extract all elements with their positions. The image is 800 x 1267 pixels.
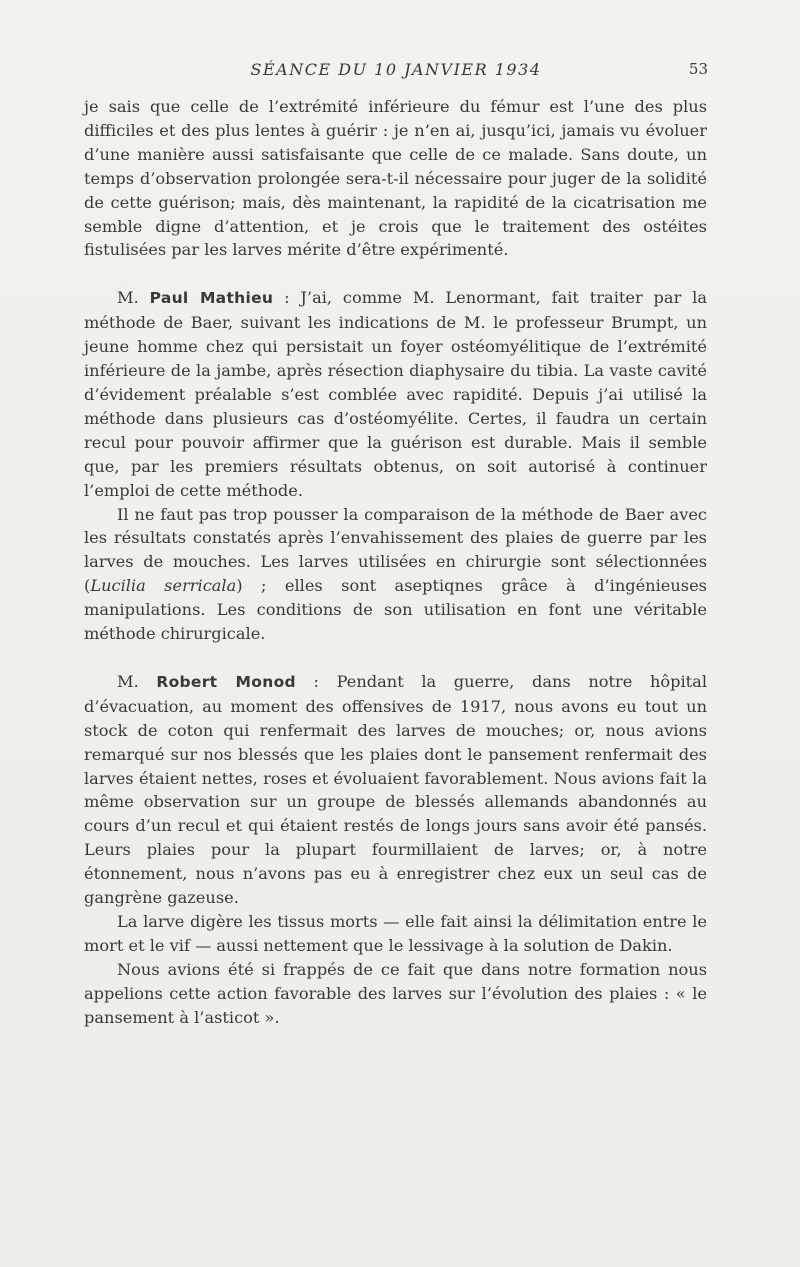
paragraph-mathieu xyxy=(84,286,707,502)
paragraph-text: : J’ai, comme M. Lenormant, fait traiter par la méthode de Baer, suivant les indications de M. le professeur Brumpt, un jeune homme chez qui persistait un foyer ostéomyélitique de l’extrémité inférieure de la jambe, après résection diaphysaire du tibia. La vaste cavité d’évidement préalable s’est comblée avec rapidité. Depuis j’ai utilisé la méthode dans plusieurs cas d’ostéomyélite. Certes, il faudra un certain recul pour pouvoir affirmer que la guérison est durable. Mais il semble que, par les premiers résultats obtenus, on soit autorisé à continuer l’emploi de cette méthode. xyxy=(84,288,708,500)
paragraph-text: Il ne faut pas trop pousser la comparaison de la méthode de Baer avec les résultats constatés après l’envahissement des plaies de guerre par les larves de mouches. Les larves utilisées en chirurgie sont sélectionnées ( xyxy=(84,504,707,596)
speaker-name: Robert Monod xyxy=(156,672,296,691)
paragraph-monod xyxy=(84,670,707,910)
paragraph-text: : Pendant la guerre, dans notre hôpital d’évacuation, au moment des offensives de 1917, nous avons eu tout un stock de coton qui renfermait des larves de mouches; or, nous avions remarqué sur nos blessés que les plaies dont le pansement renfermait des larves étaient nettes, roses et évoluaient favorablement. Nous avions fait la même observation sur un groupe de blessés allemands abandonnés au cours d’un recul et qui étaient restés de longs jours sans avoir été pansés. Leurs plaies pour la plupart fourmillaient de larves; or, à notre étonnement, nous n’avons pas eu à enregistrer chez eux un seul cas de gangrène gazeuse. xyxy=(84,671,708,908)
speaker-prefix: M. xyxy=(117,288,150,308)
speaker-name: Paul Mathieu xyxy=(149,289,274,308)
paragraph-asticot: Nous avions été si frappés de ce fait que dans notre formation nous appelions cette action favorable des larves sur l’évolution des plaies : « le pansement à l’asticot ». xyxy=(84,959,707,1027)
running-title: SÉANCE DU 10 JANVIER 1934 xyxy=(250,60,542,79)
page-number: 53 xyxy=(688,60,708,78)
paragraph-continuation: je sais que celle de l’extrémité inférieure du fémur est l’une des plus difficiles et des plus lentes à guérir : je n’en ai, jusqu’ici, jamais vu évoluer d’une manière aussi satisfaisante que celle de ce malade. Sans doute, un temps d’observation prolongée sera-t-il nécessaire pour juger de la solidité de cette guérison; mais, dès maintenant, la rapidité de la cicatrisation me semble digne d’attention, et je crois que le traitement des ostéites fistulisées par les larves mérite d’être expérimenté. xyxy=(84,97,707,260)
page-header xyxy=(84,60,708,90)
body-text xyxy=(84,95,707,1030)
paragraph-larva-digestion: La larve digère les tissus morts — elle fait ainsi la délimitation entre le mort et le vif — aussi nettement que le lessivage à la solution de Dakin. xyxy=(84,912,707,955)
speaker-prefix: M. xyxy=(117,671,157,691)
paragraph-text: ) ; elles sont aseptiqnes grâce à d’ingénieuses manipulations. Les conditions de son utilisation en font une véritable méthode chirurgicale. xyxy=(84,576,707,644)
species-name: Lucilia serricala xyxy=(90,576,237,596)
paragraph-baer-comparison xyxy=(84,503,707,646)
